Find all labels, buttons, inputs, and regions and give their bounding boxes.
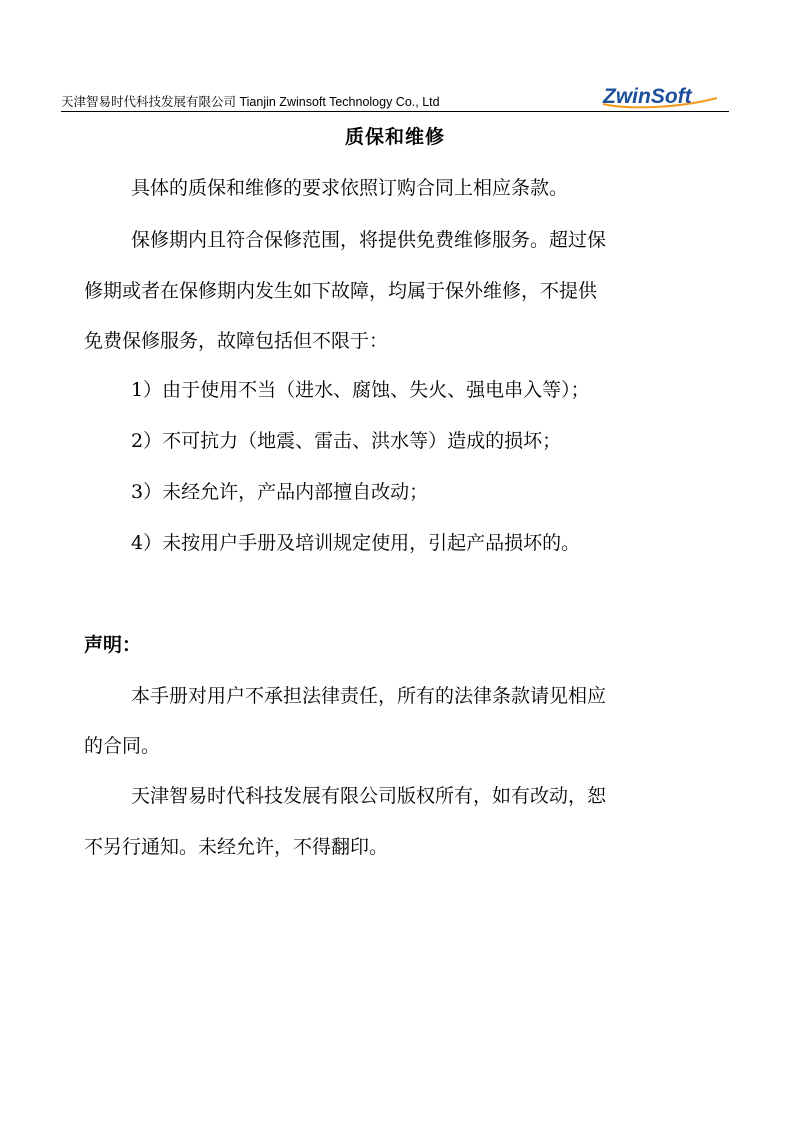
fault-list-item-2: 2）不可抗力（地震、雷击、洪水等）造成的损坏； xyxy=(131,430,562,452)
fault-list-item-3: 3）未经允许，产品内部擅自改动； xyxy=(131,481,429,503)
warranty-paragraph-2-line-3: 免费保修服务，故障包括但不限于： xyxy=(84,330,389,352)
fault-list-item-1: 1）由于使用不当（进水、腐蚀、失火、强电串入等）； xyxy=(131,379,590,401)
header-divider xyxy=(61,111,729,112)
company-name: 天津智易时代科技发展有限公司 Tianjin Zwinsoft Technology Co., Ltd xyxy=(61,95,440,109)
page-title: 质保和维修 xyxy=(344,126,445,148)
warranty-paragraph-2-line-1: 保修期内且符合保修范围，将提供免费维修服务。超过保 xyxy=(131,229,607,251)
statement-paragraph-2-line-1: 天津智易时代科技发展有限公司版权所有，如有改动，恕 xyxy=(131,785,607,807)
statement-paragraph-2-line-2: 不另行通知。未经允许，不得翻印。 xyxy=(84,836,389,858)
logo-wordmark: ZwinSoft xyxy=(603,85,692,108)
page-header xyxy=(61,82,729,112)
statement-heading: 声明： xyxy=(84,634,142,656)
zwinsoft-logo xyxy=(599,84,725,110)
warranty-paragraph-2-line-2: 修期或者在保修期内发生如下故障，均属于保外维修，不提供 xyxy=(84,280,598,302)
warranty-paragraph-1: 具体的质保和维修的要求依照订购合同上相应条款。 xyxy=(131,177,569,199)
fault-list-item-4: 4）未按用户手册及培训规定使用，引起产品损坏的。 xyxy=(131,532,581,554)
statement-paragraph-1-line-1: 本手册对用户不承担法律责任，所有的法律条款请见相应 xyxy=(131,685,607,707)
statement-paragraph-1-line-2: 的合同。 xyxy=(84,735,161,757)
